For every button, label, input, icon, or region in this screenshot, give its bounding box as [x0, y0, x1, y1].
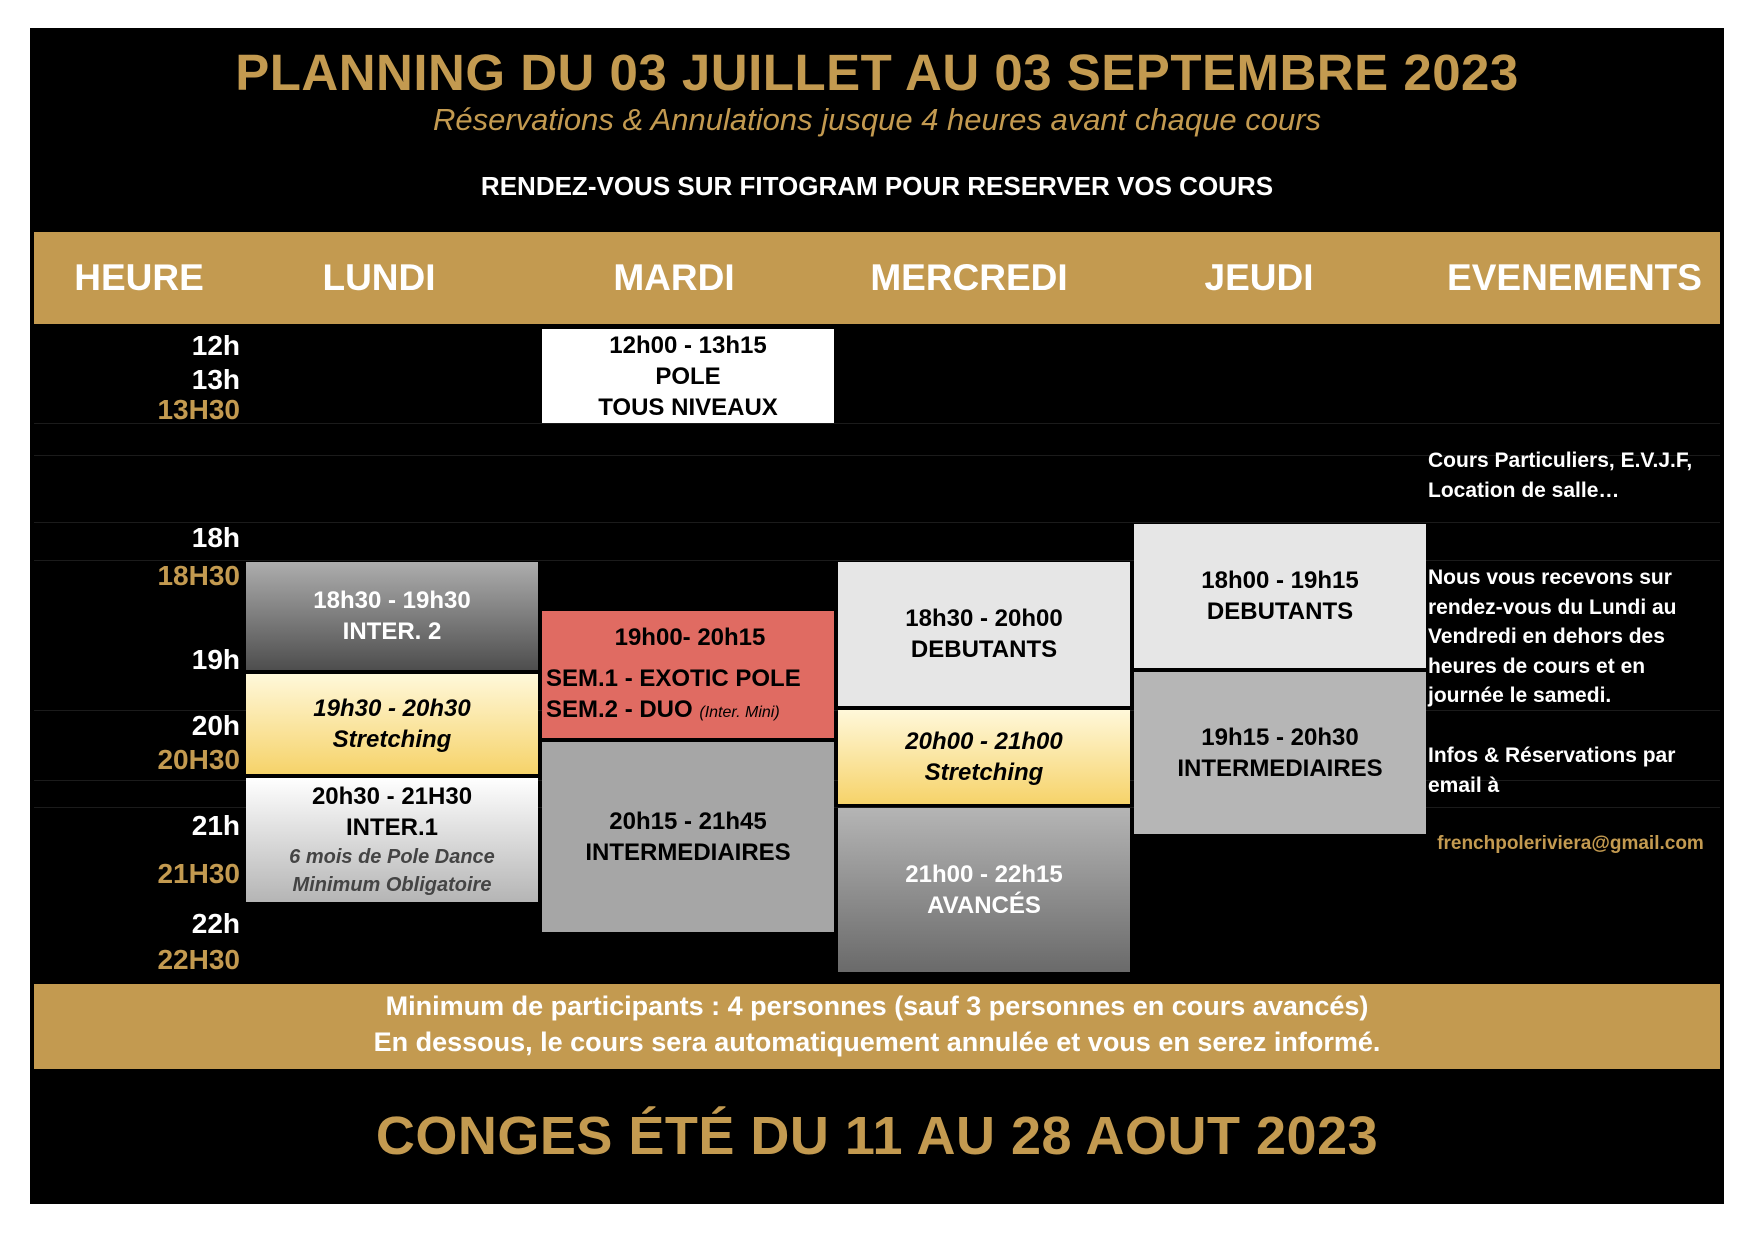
- booking-notice: RENDEZ-VOUS SUR FITOGRAM POUR RESERVER VOS COURS: [480, 171, 1274, 201]
- footer-cancellation-note: En dessous, le cours sera automatiquement annulée et vous en serez informé.: [373, 1027, 1381, 1057]
- class-time: 18h00 - 19h15: [1201, 567, 1359, 594]
- grid-line: [34, 423, 1720, 424]
- class-time: 19h30 - 20h30: [313, 695, 471, 722]
- class-block-mercredi-stretching[interactable]: [838, 710, 1130, 804]
- schedule-poster: [30, 28, 1724, 1204]
- time-label: 21H30: [157, 858, 240, 889]
- column-mardi: MARDI: [613, 257, 735, 298]
- holiday-notice: CONGES ÉTÉ DU 11 AU 28 AOUT 2023: [375, 1106, 1379, 1166]
- time-label: 18h: [191, 522, 240, 553]
- class-time: 12h00 - 13h15: [609, 331, 767, 359]
- class-note: Minimum Obligatoire: [292, 874, 492, 896]
- time-label: 22H30: [157, 944, 240, 975]
- class-name: INTERMEDIAIRES: [1177, 755, 1383, 782]
- events-appointments: Nous vous recevons sur rendez-vous du Lundi au Vendredi en dehors des heures de cours et en journée le samedi.: [1428, 566, 1677, 707]
- class-time: 20h30 - 21H30: [311, 783, 473, 810]
- column-mercredi: MERCREDI: [870, 257, 1068, 298]
- class-time: 19h00- 20h15: [614, 623, 766, 651]
- page-subtitle: Réservations & Annulations jusque 4 heures avant chaque cours: [432, 102, 1322, 137]
- class-time: 18h30 - 20h00: [905, 605, 1063, 632]
- class-time: 19h15 - 20h30: [1201, 724, 1359, 751]
- class-note: 6 mois de Pole Dance: [289, 846, 495, 868]
- class-block-lundi-inter2[interactable]: [246, 562, 538, 670]
- time-label: 20h: [191, 710, 240, 741]
- time-label: 21h: [191, 810, 240, 841]
- class-block-lundi-inter1[interactable]: [246, 778, 538, 902]
- events-email-link[interactable]: frenchpoleriviera@gmail.com: [1437, 833, 1704, 854]
- class-block-mercredi-avances[interactable]: [838, 808, 1130, 972]
- class-name-sem2-label: SEM.2 - DUO: [546, 695, 693, 723]
- column-lundi: LUNDI: [322, 257, 436, 298]
- events-contact-label: Infos & Réservations par email à: [1428, 744, 1676, 797]
- class-name: DEBUTANTS: [1206, 598, 1354, 625]
- class-time: 20h00 - 21h00: [905, 728, 1063, 755]
- footer-notice-bar: [34, 984, 1720, 1069]
- class-name: INTERMEDIAIRES: [585, 839, 791, 866]
- grid-line: [34, 560, 1720, 561]
- class-time: 21h00 - 22h15: [905, 861, 1063, 888]
- page-title: PLANNING DU 03 JUILLET AU 03 SEPTEMBRE 2023: [235, 44, 1519, 101]
- class-name: DEBUTANTS: [910, 636, 1058, 663]
- column-evenements: EVENEMENTS: [1447, 257, 1702, 298]
- column-jeudi: JEUDI: [1204, 257, 1314, 298]
- class-name: POLE: [655, 362, 721, 390]
- class-time: 20h15 - 21h45: [609, 808, 767, 835]
- class-name: AVANCÉS: [927, 892, 1041, 919]
- class-name: INTER.1: [345, 814, 438, 841]
- column-header-bar: [34, 232, 1720, 324]
- class-block-lundi-stretching[interactable]: [246, 674, 538, 774]
- time-label: 19h: [191, 644, 240, 675]
- class-name-sem1: SEM.1 - EXOTIC POLE: [546, 664, 801, 692]
- class-name: Stretching: [332, 726, 452, 753]
- class-name: INTER. 2: [342, 618, 442, 645]
- class-block-mardi-intermediaires[interactable]: [542, 742, 834, 932]
- time-label: 22h: [191, 908, 240, 939]
- class-name-sem2: [546, 694, 780, 728]
- events-private-lessons: Cours Particuliers, E.V.J.F, Location de salle…: [1428, 449, 1693, 502]
- class-block-mardi-exotic[interactable]: [542, 611, 834, 738]
- class-block-jeudi-intermediaires[interactable]: [1134, 672, 1426, 834]
- class-block-mardi-pole[interactable]: [542, 329, 834, 423]
- footer-minimum-participants: Minimum de participants : 4 personnes (sauf 3 personnes en cours avancés): [385, 991, 1369, 1021]
- grid-line: [34, 522, 1720, 523]
- class-block-mercredi-debutants[interactable]: [838, 562, 1130, 706]
- time-label: 12h: [191, 330, 240, 361]
- class-block-jeudi-debutants[interactable]: [1134, 524, 1426, 668]
- time-label: 13H30: [157, 394, 240, 425]
- class-time: 18h30 - 19h30: [313, 587, 471, 614]
- class-note: (Inter. Mini): [699, 703, 780, 721]
- class-name: Stretching: [924, 759, 1044, 786]
- class-level: TOUS NIVEAUX: [598, 393, 778, 421]
- time-label: 20H30: [157, 744, 240, 775]
- column-heure: HEURE: [74, 257, 204, 298]
- time-label: 18H30: [157, 560, 240, 591]
- time-label: 13h: [191, 364, 240, 395]
